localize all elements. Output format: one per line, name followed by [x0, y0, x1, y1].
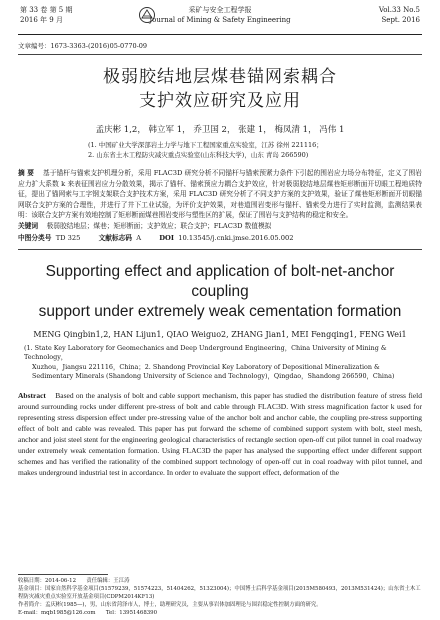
chinese-abstract [18, 168, 422, 221]
journal-name-en: Journal of Mining & Safety Engineering [149, 16, 291, 24]
journal-header [18, 0, 422, 35]
english-affiliation-3: Sedimentary Minerals (Shandong University of Science and Technology)，Qingdao，Shandong 266590，China) [32, 372, 395, 381]
header-right [379, 5, 420, 25]
fund-project: 基金项目：国家自然科学基金项目(51579239，51574223，51404262，51323004)；中国博士后科学基金项目(2015M580493，2013M531424)；山东省土木工程防灾减灾重点实验室开放基金项目(CDPM2014KF13) [18, 586, 421, 600]
volume-en: Vol.33 No.5 [378, 6, 420, 14]
chinese-title-line2: 支护效应研究及应用 [139, 91, 301, 111]
volume-cn: 第 33 卷 第 5 期 [20, 6, 73, 14]
date-cn: 2016 年 9 月 [20, 16, 63, 24]
contact-line [18, 609, 422, 617]
chinese-affiliation-2: 2. 山东省土木工程防灾减灾重点实验室(山东科技大学)，山东 青岛 266590) [88, 151, 309, 159]
date-en: Sept. 2016 [381, 16, 420, 24]
english-title [18, 262, 422, 322]
footnotes [18, 574, 422, 617]
english-abstract-label: Abstract [18, 390, 46, 400]
class-number: 中图分类号 TD 325 [18, 233, 81, 242]
chinese-abstract-label: 摘 要 [18, 169, 34, 177]
english-affiliation-1: (1. State Key Laboratory for Geomechanics and Deep Underground Engineering，China University of Mining & Technology， [24, 343, 387, 362]
english-authors: MENG Qingbin1,2, HAN Lijun1, QIAO Weiguo2, ZHANG Jian1, MEI Fengqing1, FENG Wei1 [33, 329, 407, 339]
english-affiliation-2: Xuzhou，Jiangsu 221116，China；2. Shandong Provincial Key Laboratory of Depositional Mineralization & [32, 362, 380, 371]
keywords-label: 关键词 [18, 221, 39, 230]
article-number: 文章编号：1673-3363-(2016)05-0770-09 [18, 41, 422, 55]
doi: DOI 10.13545/j.cnki.jmse.2016.05.002 [159, 233, 294, 242]
document-code: 文献标志码 A [98, 233, 142, 242]
author-biography: 作者简介：孟庆彬(1985—)，男，山东省菏泽市人，博士，助理研究员，主要从事岩体加固理论与围岩稳定性控制方面的研究。 [18, 602, 322, 608]
english-abstract [18, 390, 422, 479]
chinese-keywords [18, 221, 422, 232]
english-affiliations [18, 344, 422, 382]
journal-name-cn: 采矿与安全工程学报 [188, 6, 252, 14]
english-title-line1: Supporting effect and application of bolt-net-anchor coupling [45, 262, 395, 300]
footnote-divider [18, 574, 108, 575]
chinese-affiliation-1: (1. 中国矿业大学深部岩土力学与地下工程国家重点实验室，江苏 徐州 221116； [88, 141, 323, 149]
english-abstract-text: Based on the analysis of bolt and cable support mechanism, this paper has studied the distribution feature of stress field around surrounding rocks under different pre-stress of bolt and cable through FLAC3D. With stress magnification factor k used for representing stress dispersion effect under pre-stressing value of the anchor bolt and anchor cable, the coupling pre-stress supporting effect of bolt and cable was revealed. This paper has put forward the scheme of combined support system with bolt, steel mesh, anchor and joist steel stent for the engineering geological characteristics of rectangle section open-off cut pilot tunnel in coal roadway under extremely weak cementation formation. Using FLAC3D the paper has analysed the supporting effect under different support schemes and has verified the rationality of the combined support technology of open-off cut in coal roadway with pilot tunnel, and makes underground industrial test in accordance. In order to evaluate the support effect, deformation of the [18, 390, 423, 478]
english-title-line2: support under extremely weak cementation formation [38, 302, 402, 320]
chinese-title-line1: 极弱胶结地层煤巷锚网索耦合 [103, 67, 337, 87]
chinese-title [18, 65, 422, 113]
chinese-abstract-text: 基于锚杆与锚索支护机理分析，采用 FLAC3D 研究分析不同锚杆与锚索预紧力条件下引起的围岩应力场分布特征，定义了围岩应力扩大系数 k 来表征围岩应力分散效果，揭示了锚杆、锚索预应力耦合支护效应，针对极弱胶结地层煤巷矩形断面开切眼工程地质特征，提出了锚网索与工字钢支架联合支护技术方案，采用 FLAC3D 研究分析了不同支护方案的支护效果，验证了煤巷矩形断面开切眼锚网联合支护方案的合理性，并进行了井下工业试验，为评价支护效果，对巷道围岩变形与锚杆、锚索受力进行了实时监测，监测结果表明：该联合支护方案有效地控制了矩形断面煤巷围岩变形与塑性区的扩展，保证了围岩与支护结构的稳定和安全。 [18, 169, 422, 220]
chinese-affiliations [18, 140, 422, 160]
author-email: E-mail：mqb1985@126.com [18, 610, 96, 616]
chinese-authors: 孟庆彬 1,2， 韩立军 1， 乔卫国 2， 张建 1， 梅凤清 1， 冯伟 1 [95, 125, 345, 135]
classification-line [18, 233, 422, 250]
keywords-text: 极弱胶结地层；煤巷；矩形断面；支护效应；联合支护；FLAC3D 数值模拟 [46, 221, 272, 230]
responsible-editor: 责任编辑：王江涛 [86, 578, 130, 584]
footnote-received-line [18, 577, 422, 585]
header-center [18, 5, 422, 25]
received-date: 收稿日期：2014-06-12 [18, 578, 77, 584]
author-phone: Tel：13951468390 [105, 610, 158, 616]
